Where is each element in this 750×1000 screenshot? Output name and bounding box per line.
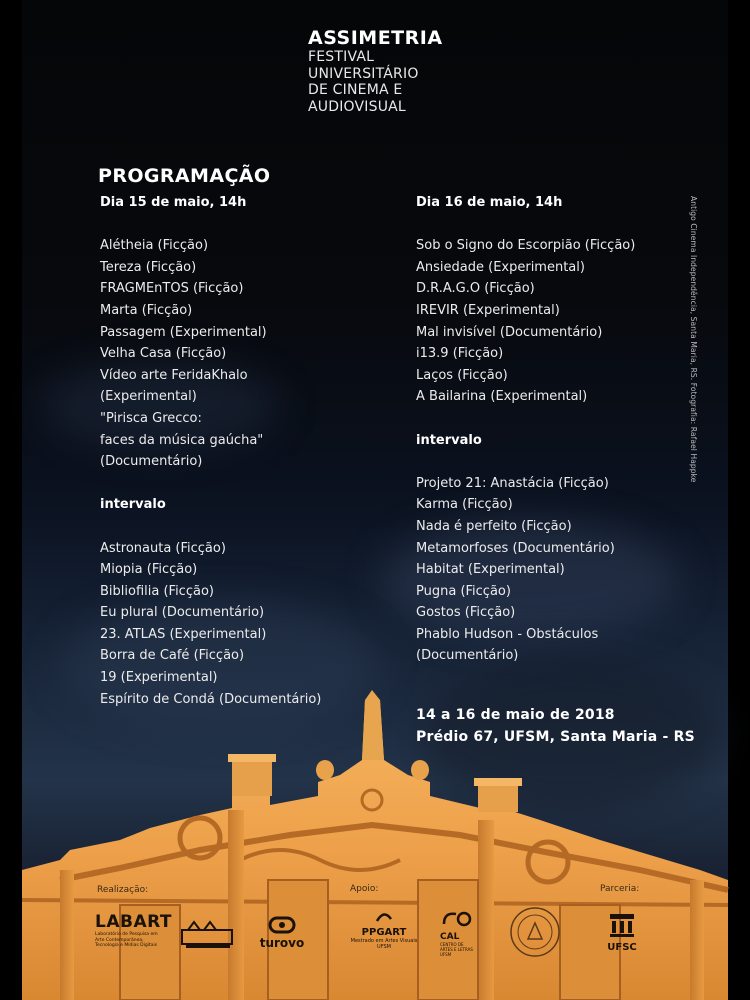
ppgart-desc: Mestrado em Artes Visuais (350, 938, 418, 944)
cal-desc: ARTES E LETRAS (440, 947, 473, 952)
labart-desc: Arte Contemporânea, (95, 937, 144, 943)
ppgart-logo (338, 908, 430, 950)
film-item: "Pirisca Grecco: (100, 410, 202, 426)
film-item: A Bailarina (Experimental) (416, 389, 588, 405)
event-venue: Prédio 67, UFSM, Santa Maria - RS (416, 729, 695, 745)
ufsc-logo (598, 912, 646, 953)
film-item: Metamorfoses (Documentário) (416, 540, 615, 556)
ppgart-logo-text: PPGART (361, 927, 407, 938)
ufsm-seal-logo (508, 905, 562, 959)
film-item: Tereza (Ficção) (100, 259, 197, 275)
film-item: Mal invisível (Documentário) (416, 324, 603, 340)
festival-subtitle-line: FESTIVAL (308, 49, 375, 65)
film-item: D.R.A.G.O (Ficção) (416, 281, 535, 297)
ppgart-swirl-icon (375, 911, 393, 923)
festival-subtitle-line: AUDIOVISUAL (308, 98, 406, 115)
festival-subtitle-line: DE CINEMA E (308, 82, 403, 98)
film-item: Astronauta (Ficção) (100, 540, 226, 556)
ppgart-desc: UFSM (377, 944, 391, 950)
film-item: Vídeo arte FeridaKhalo (100, 367, 248, 383)
cinema-mark-logo (180, 918, 236, 952)
day-1-schedule (100, 192, 321, 710)
film-item: Pugna (Ficção) (416, 583, 511, 599)
film-item: Miopia (Ficção) (100, 562, 198, 578)
film-item: i13.9 (Ficção) (416, 346, 504, 362)
turovo-logo-text: turovo (259, 936, 305, 950)
film-item: 23. ATLAS (Experimental) (100, 626, 267, 642)
festival-title: ASSIMETRIA (308, 27, 443, 49)
film-item: Bibliofilia (Ficção) (100, 583, 214, 599)
film-item: Phablo Hudson - Obstáculos (416, 626, 599, 642)
film-item: Espírito de Condá (Documentário) (100, 691, 322, 707)
day-2-schedule (416, 192, 635, 667)
labart-desc: Laboratório de Pesquisa em (95, 932, 158, 937)
cal-logo (440, 910, 490, 957)
film-item: Karma (Ficção) (416, 497, 513, 513)
film-item: Projeto 21: Anastácia (Ficção) (416, 475, 609, 491)
day-2-interval: intervalo (416, 432, 482, 448)
event-info (416, 704, 695, 748)
ufsc-crest-icon (607, 912, 637, 938)
day-2-date: Dia 16 de maio, 14h (416, 195, 563, 210)
day-1-date: Dia 15 de maio, 14h (100, 195, 247, 210)
film-item: (Documentário) (416, 648, 519, 664)
labart-logo-text: LABART (95, 912, 173, 932)
film-item: IREVIR (Experimental) (416, 302, 560, 318)
film-item: Alétheia (Ficção) (100, 238, 209, 254)
film-item: (Experimental) (100, 389, 197, 405)
cal-logo-text: CAL (440, 932, 460, 942)
parceria-label: Parceria: (600, 884, 640, 894)
photo-credit-text: Antigo Cinema Independência, Santa Maria, RS. Fotografia: Rafael Happke (689, 196, 698, 483)
labart-desc: Tecnologia e Mídias Digitais (95, 943, 158, 948)
film-item: Velha Casa (Ficção) (100, 346, 227, 362)
film-item: faces da música gaúcha" (100, 432, 264, 448)
programacao-heading: PROGRAMAÇÃO (98, 165, 271, 187)
film-item: Sob o Signo do Escorpião (Ficção) (416, 238, 636, 254)
film-item: (Documentário) (100, 454, 203, 470)
film-item: Borra de Café (Ficção) (100, 648, 245, 664)
festival-header (308, 27, 443, 115)
film-item: 19 (Experimental) (100, 670, 218, 686)
film-item: Nada é perfeito (Ficção) (416, 518, 572, 534)
photo-credit (686, 196, 698, 521)
film-item: Eu plural (Documentário) (100, 605, 265, 621)
day-1-interval: intervalo (100, 497, 166, 513)
cal-desc: CENTRO DE (440, 942, 464, 947)
cal-mark-icon (440, 910, 476, 928)
film-item: Gostos (Ficção) (416, 605, 516, 621)
labart-logo (95, 912, 173, 949)
turovo-mark-icon (267, 916, 297, 934)
turovo-logo (258, 916, 306, 950)
film-item: Ansiedade (Experimental) (416, 259, 585, 275)
film-item: Laços (Ficção) (416, 367, 508, 383)
film-item: Marta (Ficção) (100, 302, 193, 318)
event-dates: 14 a 16 de maio de 2018 (416, 707, 615, 723)
cal-desc: UFSM (440, 952, 452, 957)
apoio-label: Apoio: (350, 884, 379, 894)
realizacao-label: Realização: (97, 885, 149, 895)
film-item: FRAGMEnTOS (Ficção) (100, 281, 244, 297)
film-item: Passagem (Experimental) (100, 324, 267, 340)
ufsc-logo-text: UFSC (607, 942, 637, 953)
festival-subtitle-line: UNIVERSITÁRIO (308, 65, 419, 82)
film-item: Habitat (Experimental) (416, 562, 565, 578)
